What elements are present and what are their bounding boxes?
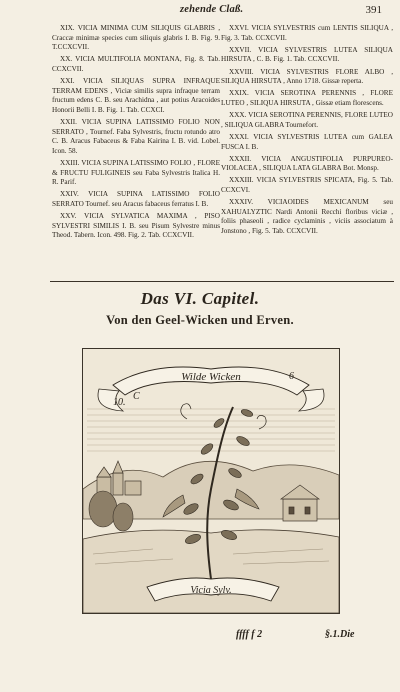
- running-head: [0, 4, 400, 18]
- right-column: [221, 24, 393, 239]
- species-entry: XXII. VICIA SUPINA LATISSIMO FOLIO NON SERRATO , Tournef. Faba Sylvestris, fructu rotundo atro C. B. Aracus Fabaceus & Faba Kairina I. B. vid. Lobel. Icon. 58.: [52, 118, 220, 155]
- page-number: 391: [365, 4, 382, 16]
- species-entry: XXVI. VICIA SYLVESTRIS cum LENTIS SILIQUA , Fig. 3. Tab. CCXCVII.: [221, 24, 393, 42]
- species-entry: XXXI. VICIA SYLVESTRIS LUTEA cum GALEA FUSCA I. B.: [221, 132, 393, 151]
- species-entry: XXIII. VICIA SUPINA LATISSIMO FOLIO , FLORE & FRUCTU FULIGINEIS seu Faba Sylvestris Italica H. R. Parif.: [52, 159, 220, 187]
- species-entry: XXV. VICIA SYLVATICA MAXIMA , PISO SYLVESTRI SIMILIS I. B. seu Pisum Sylvestre minus Theod. Tabern. Icon. 498. Fig. 2. Tab. CCXCVII.: [52, 212, 220, 240]
- plate-number-left: 10.: [113, 397, 126, 408]
- species-entry: XXVIII. VICIA SYLVESTRIS FLORE ALBO , SILIQUA HIRSUTA , Anno 1718. Gissæ reperta.: [221, 67, 393, 86]
- banner-top-text: Wilde Wicken: [181, 371, 241, 383]
- catchword: §.1.Die: [325, 629, 355, 640]
- species-entry: XXIX. VICIA SEROTINA PERENNIS , FLORE LUTEO , SILIQUA HIRSUTA , Gissæ etiam florescens.: [221, 89, 393, 107]
- plate-letter-left: C: [133, 391, 140, 402]
- species-entry: XXXIV. VICIAOIDES MEXICANUM seu XAHUALYZTIC Nardi Antonii Recchi floribus viciæ , foliis phaseoli , radice cyclaminis , viciis associatum à Jonstono , Fig. 5. Tab. CCXCVII.: [221, 198, 393, 236]
- species-entry: XXX. VICIA SEROTINA PERENNIS, FLORE LUTEO , SILIQUA GLABRA Tournefort.: [221, 111, 393, 129]
- printer-signature: ffff f 2: [236, 629, 263, 640]
- chapter-title: Das VI. Capitel.: [140, 289, 260, 308]
- species-entry: XIX. VICIA MINIMA CUM SILIQUIS GLABRIS , Craccæ minimæ species cum siliquis glabris I. B. Fig. 9. T.CCXCVII.: [52, 24, 220, 52]
- botanical-engraving: [82, 348, 340, 614]
- species-entry: XXXIII. VICIA SYLVESTRIS SPICATA, Fig. 5. Tab. CCXCVI.: [221, 176, 393, 195]
- species-entry: XX. VICIA MULTIFOLIA MONTANA, Fig. 8. Tab. CCXCVII.: [52, 55, 220, 73]
- chapter-subtitle: Von den Geel-Wicken und Erven.: [106, 313, 294, 327]
- species-entry: XXI. VICIA SILIQUAS SUPRA INFRAQUE TERRAM EDENS , Viciæ similis supra infraque terram fructum edens C. B. seu Arachidna , aut potius Aracoides Honorii Belli I. B. Fig. 1. Tab. CCXCI.: [52, 77, 220, 114]
- species-entry: XXIV. VICIA SUPINA LATISSIMO FOLIO SERRATO Tournef. seu Aracus fabaceus ferratus I. B.: [52, 190, 220, 209]
- banner-bottom-text: Vicia Sylv.: [190, 585, 232, 596]
- plate-number-right: 6: [289, 371, 294, 382]
- left-column: [52, 24, 220, 244]
- species-entry: XXVII. VICIA SYLVESTRIS LUTEA SILIQUA HIRSUTA , C. B. Fig. 1. Tab. CCXCVII.: [221, 45, 393, 64]
- running-title: zehende Claß.: [180, 4, 244, 15]
- engraving-illustration: [83, 349, 339, 613]
- section-divider: [50, 281, 394, 282]
- species-entry: XXXII. VICIA ANGUSTIFOLIA PURPUREO-VIOLACEA , SILIQUA LATA GLABRA Bot. Monsp.: [221, 154, 393, 173]
